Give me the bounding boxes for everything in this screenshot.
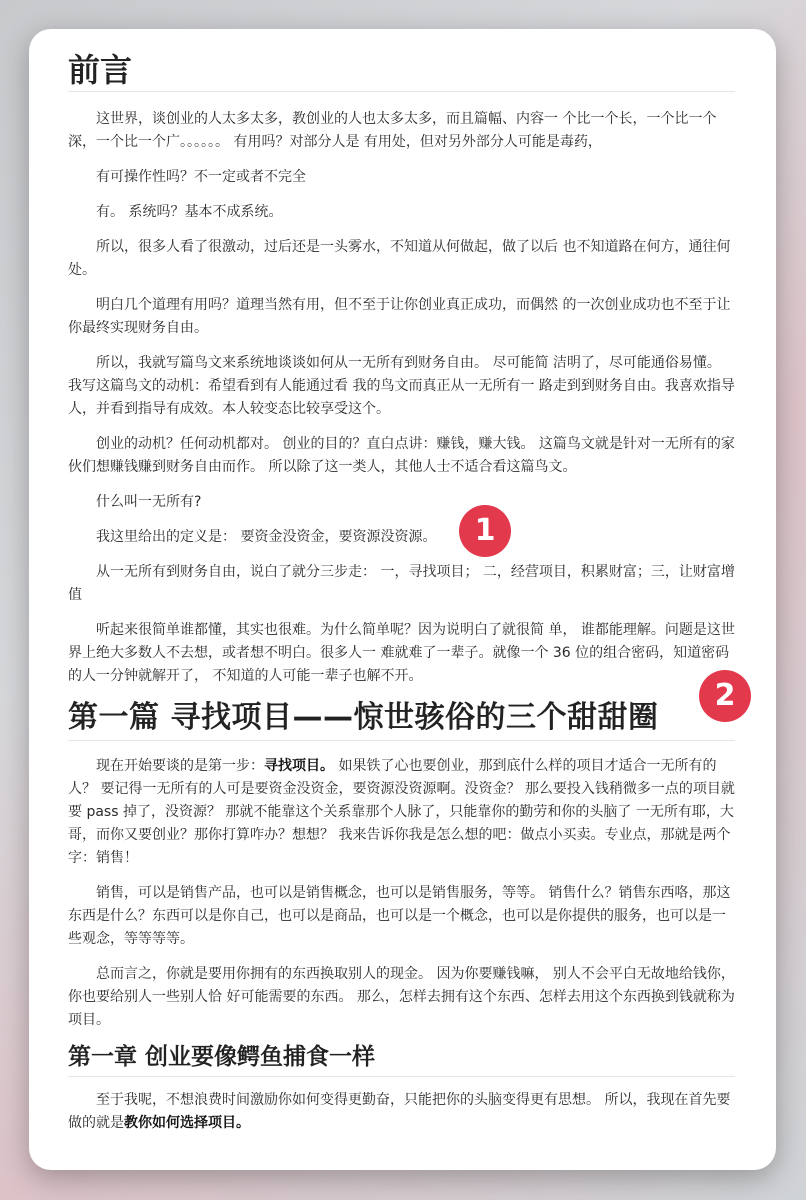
part-one-heading: 第一篇 寻找项目——惊世骇俗的三个甜甜圈 (68, 700, 735, 741)
paragraph-text: 如果铁了心也要创业，那到底什么样的项目才适合一无所有的人？ 要记得一无所有的人可是要资金没资金，要资源没资源啊。没资金？ 那么要投入钱稍微多一点的项目就要 pass 掉了，没资源？ 那就不能靠这个关系靠那个人脉了，只能靠你的勤劳和你的头脑了 一无所有耶，大哥，而你又要创业？那你打算咋办？想想？ 我来告诉你我是怎么想的吧：做点小买卖。专业点，那就是两个字：销售！ (68, 758, 735, 867)
preface-paragraph: 这世界，谈创业的人太多太多，教创业的人也太多太多，而且篇幅、内容一 个比一个长，一个比一个深，一个比一个广。。。。。。 有用吗？对部分人是 有用处，但对另外部分人可能是毒药， (68, 111, 717, 151)
preface-paragraph: 什么叫一无所有? (96, 494, 202, 511)
preface-paragraph: 听起来很简单谁都懂，其实也很难。为什么简单呢？因为说明白了就很简 单， 谁都能理解。问题是这世界上绝大多数人不去想，或者想不明白。很多人一 难就难了一辈子。就像一个 36 位的组合密码，知道密码的人一分钟就解开了， 不知道的人可能一辈子也解不开。 (68, 622, 735, 685)
annotation-badge-1: 1 (459, 505, 511, 557)
paragraph-text: 至于我呢，不想浪费时间激励你如何变得更勤奋，只能把你的头脑变得更有思想。 所以，我现在首先要做的就是 (68, 1091, 731, 1131)
preface-paragraph: 从一无所有到财务自由，说白了就分三步走： 一，寻找项目； 二，经营项目，积累财富；三，让财富增值 (68, 564, 735, 604)
preface-paragraph: 创业的动机？任何动机都对。 创业的目的？直白点讲：赚钱，赚大钱。 这篇鸟文就是针对一无所有的家伙们想赚钱赚到财务自由而作。 所以除了这一类人，其他人士不适合看这篇鸟文。 (68, 436, 735, 476)
annotation-badge-2: 2 (699, 670, 751, 722)
chapter-one-heading: 第一章 创业要像鳄鱼捕食一样 (68, 1044, 735, 1077)
preface-paragraph: 所以，很多人看了很激动，过后还是一头雾水，不知道从何做起，做了以后 也不知道路在何方，通往何处。 (68, 239, 731, 279)
bold-text: 寻找项目。 (264, 758, 334, 775)
preface-paragraph: 所以，我就写篇鸟文来系统地谈谈如何从一无所有到财务自由。 尽可能简 洁明了，尽可能通俗易懂。 我写这篇鸟文的动机：希望看到有人能通过看 我的鸟文而真正从一无所有一 路走到到财务自由。我喜欢指导人，并看到指导有成效。本人较变态比较享受这个。 (68, 355, 735, 418)
preface-paragraph: 有。 系统吗？基本不成系统。 (96, 204, 283, 221)
preface-paragraph: 明白几个道理有用吗？道理当然有用，但不至于让你创业真正成功，而偶然 的一次创业成功也不至于让你最终实现财务自由。 (68, 297, 731, 337)
part-one-paragraph: 总而言之，你就是要用你拥有的东西换取别人的现金。 因为你要赚钱嘛， 别人不会平白无故地给钱你，你也要给别人一些别人恰 好可能需要的东西。 那么，怎样去拥有这个东西、怎样去用这个东西换到钱就称为项目。 (68, 966, 735, 1029)
preface-paragraph: 我这里给出的定义是： 要资金没资金，要资源没资源。 (96, 529, 437, 546)
chapter-one-paragraph (68, 1089, 735, 1135)
preface-paragraph: 有可操作性吗？不一定或者不完全 (96, 169, 306, 186)
paragraph-text: 现在开始要谈的是第一步： (96, 758, 264, 775)
part-one-paragraph (68, 755, 735, 870)
document-page (29, 29, 776, 1170)
part-one-paragraph: 销售，可以是销售产品，也可以是销售概念，也可以是销售服务，等等。 销售什么？销售东西咯，那这东西是什么？东西可以是你自己，也可以是商品，也可以是一个概念，也可以是你提供的服务，也可以是一些观念，等等等等。 (68, 885, 731, 948)
bold-text: 教你如何选择项目。 (124, 1114, 250, 1131)
preface-heading: 前言 (68, 51, 735, 92)
